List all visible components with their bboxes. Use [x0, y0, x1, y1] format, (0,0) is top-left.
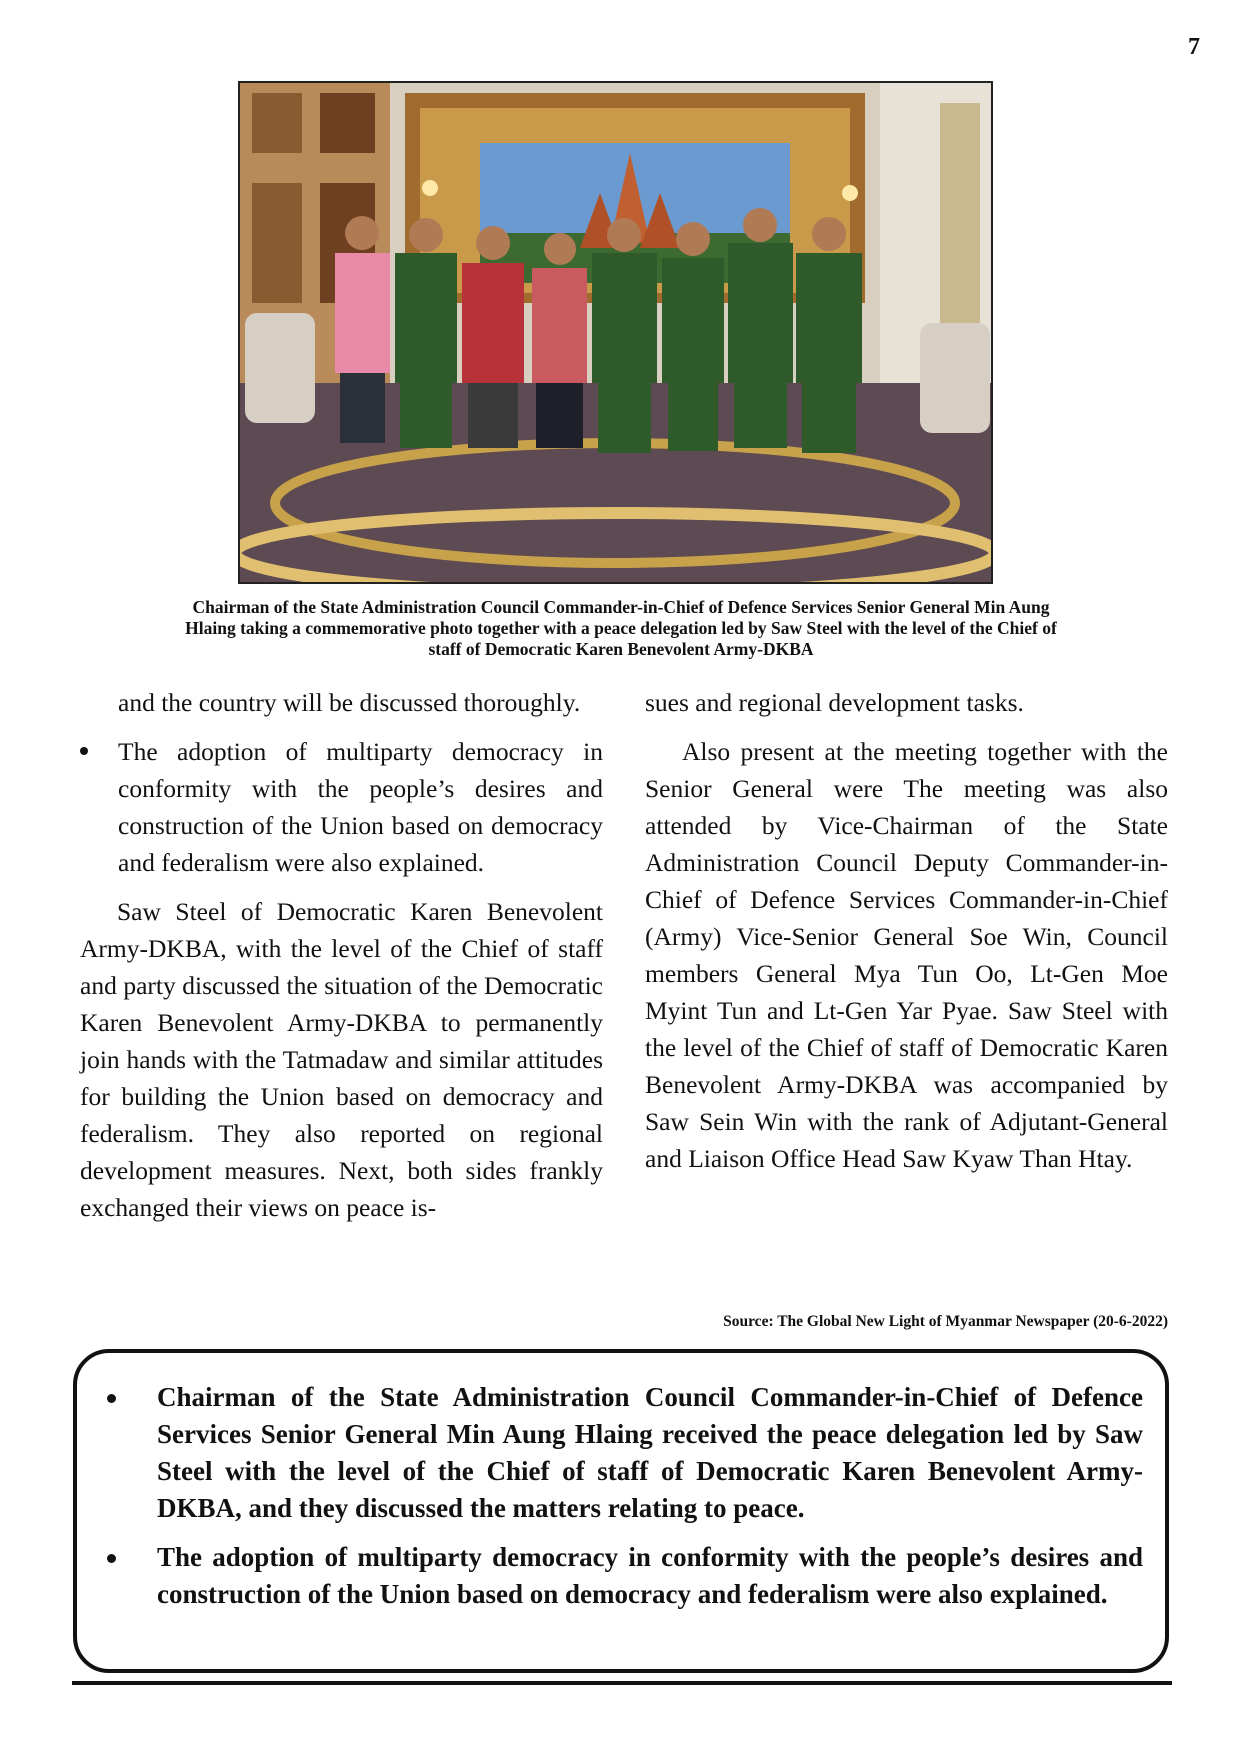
bullet-icon — [107, 1554, 116, 1563]
bullet-icon — [80, 747, 88, 755]
left-bullet-item — [80, 733, 603, 881]
caption-line-1: Chairman of the State Administration Council Commander-in-Chief of Defence Services Senior General Min Aung — [192, 597, 1050, 617]
caption-line-3: staff of Democratic Karen Benevolent Army-DKBA — [428, 639, 814, 659]
right-column — [645, 684, 1168, 1189]
bottom-divider — [72, 1681, 1172, 1685]
photo-caption — [96, 597, 1146, 660]
bullet-icon — [107, 1394, 116, 1403]
summary-item-text: Chairman of the State Administration Council Commander-in-Chief of Defence Services Senior General Min Aung Hlaing received the peace delegation led by Saw Steel with the level of the Chief of staff of Democratic Karen Benevolent Army-DKBA, and they discussed the matters relating to peace. — [157, 1382, 1143, 1523]
summary-item — [99, 1379, 1143, 1527]
left-paragraph-1: and the country will be discussed thoroughly. — [118, 688, 581, 717]
right-paragraph-1: sues and regional development tasks. — [645, 688, 1024, 717]
group-photo-image — [238, 81, 993, 584]
page-number: 7 — [1188, 34, 1200, 60]
left-column — [80, 684, 603, 1238]
source-line: Source: The Global New Light of Myanmar Newspaper (20-6-2022) — [723, 1313, 1168, 1330]
left-paragraph-2: Saw Steel of Democratic Karen Benevolent Army-DKBA, with the level of the Chief of staff and party discussed the situation of the Democratic Karen Benevolent Army-DKBA to permanently join hands with the Tatmadaw and similar attitudes for building the Union based on democracy and federalism. They also reported on regional development measures. Next, both sides frankly exchanged their views on peace is- — [80, 897, 603, 1222]
left-bullet-text: The adoption of multiparty democracy in conformity with the people’s desires and construction of the Union based on democracy and federalism were also explained. — [118, 737, 603, 877]
right-paragraph-2: Also present at the meeting together with the Senior General were The meeting was also attended by Vice-Chairman of the State Administration Council Deputy Commander-in-Chief of Defence Services Commander-in-Chief (Army) Vice-Senior General Soe Win, Council members General Mya Tun Oo, Lt-Gen Moe Myint Tun and Lt-Gen Yar Pyae. Saw Steel with the level of the Chief of staff of Democratic Karen Benevolent Army-DKBA was accompanied by Saw Sein Win with the rank of Adjutant-General and Liaison Office Head Saw Kyaw Than Htay. — [645, 737, 1168, 1173]
summary-item — [99, 1539, 1143, 1613]
caption-line-2: Hlaing taking a commemorative photo together with a peace delegation led by Saw Steel with the level of the Chief of — [185, 618, 1057, 638]
summary-box — [73, 1349, 1169, 1673]
summary-item-text: The adoption of multiparty democracy in conformity with the people’s desires and construction of the Union based on democracy and federalism were also explained. — [157, 1542, 1143, 1609]
